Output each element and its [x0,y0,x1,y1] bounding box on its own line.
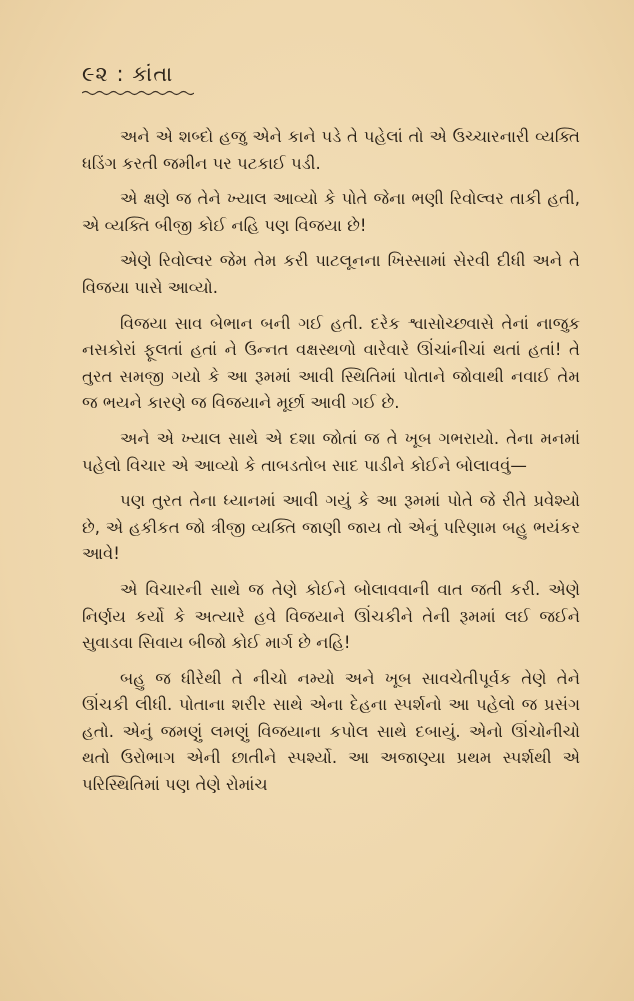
body-text [82,124,580,808]
paragraph: એ ક્ષણે જ તેને ખ્યાલ આવ્યો કે પોતે જેના ભણી રિવોલ્વર તાકી હતી, એ વ્યક્તિ બીજી કોઈ નહિ પણ વિજયા છે! [82,189,580,235]
wavy-underline [82,90,194,96]
paragraph: અને એ શબ્દો હજુ એને કાને પડે તે પહેલાં તો એ ઉચ્ચારનારી વ્યક્તિ ધડિંગ કરતી જમીન પર પટકાઈ પડી. [82,127,580,173]
header-separator: : [116,62,125,86]
paragraph: બહુ જ ધીરેથી તે નીચો નમ્યો અને ખૂબ સાવચેતીપૂર્વક તેણે તેને ઊંચકી લીધી. પોતાના શરીર સાથે એના દેહના સ્પર્શનો આ પહેલો જ પ્રસંગ હતો. એનું જમણું લમણું વિજયાના કપોલ સાથે દબાયું. એનો ઊંચોનીચો થતો ઉરોભાગ એની છાતીને સ્પર્શ્યો. આ અજાણ્યા પ્રથમ સ્પર્શથી એ પરિસ્થિતિમાં પણ તેણે રોમાંચ [82,668,580,795]
paragraph: વિજયા સાવ બેભાન બની ગઈ હતી. દરેક શ્વાસોચ્છ્વાસે તેનાં નાજુક નસકોરાં ફૂલતાં હતાં ને ઉન્નત વક્ષસ્થળો વારેવારે ઊંચાંનીચાં થતાં હતાં! તે તુરત સમજી ગયો કે આ રૂમમાં આવી સ્થિતિમાં પોતાને જોવાથી નવાઈ તેમ જ ભયને કારણે જ વિજયાને મૂર્છા આવી ગઈ છે. [82,313,580,413]
paragraph: એણે રિવોલ્વર જેમ તેમ કરી પાટલૂનના ખિસ્સામાં સેરવી દીધી અને તે વિજયા પાસે આવ્યો. [82,251,580,297]
paragraph: એ વિચારની સાથે જ તેણે કોઈને બોલાવવાની વાત જતી કરી. એણે નિર્ણય કર્યો કે અત્યારે હવે વિજયાને ઊંચકીને તેની રૂમમાં લઈ જઈને સુવાડવા સિવાય બીજો કોઈ માર્ગ છે નહિ! [82,579,580,653]
paragraph: અને એ ખ્યાલ સાથે એ દશા જોતાં જ તે ખૂબ ગભરાયો. તેના મનમાં પહેલો વિચાર એ આવ્યો કે તાબડતોબ સાદ પાડીને કોઈને બોલાવવું— [82,428,580,475]
page-header [82,62,173,87]
book-title: કાંતા [132,62,174,86]
page-number: ૯૨ [82,62,109,86]
paragraph: પણ તુરત તેના ધ્યાનમાં આવી ગયું કે આ રૂમમાં પોતે જે રીતે પ્રવેશ્યો છે, એ હકીકત જો ત્રીજી વ્યક્તિ જાણી જાય તો એનું પરિણામ બહુ ભયંકર આવે! [82,491,580,564]
